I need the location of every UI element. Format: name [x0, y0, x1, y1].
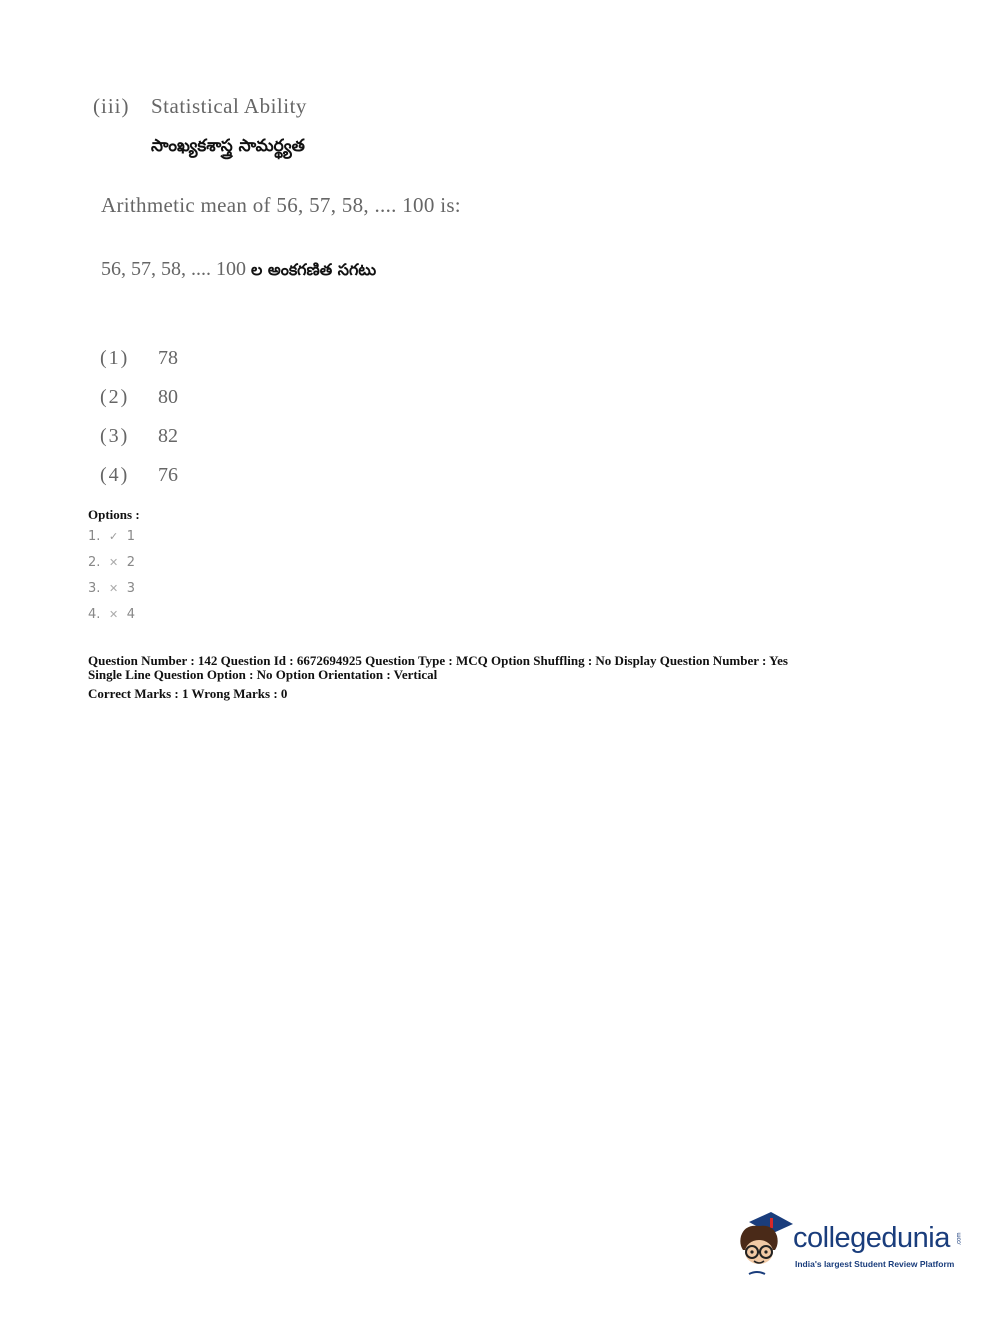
logo-wordmark: collegedunia [793, 1222, 950, 1254]
choice-3 [100, 425, 178, 448]
option-index: 2. [88, 555, 101, 570]
mascot-icon [735, 1210, 795, 1280]
options-heading: Options : [88, 507, 140, 522]
question-text-telugu [101, 258, 376, 283]
cross-icon: ✕ [108, 608, 119, 621]
choice-number: (3) [100, 425, 130, 447]
option-item-2 [88, 555, 135, 570]
choice-number: (2) [100, 386, 130, 408]
option-index: 3. [88, 581, 101, 596]
option-label: 2 [126, 555, 135, 570]
section-title-telugu: సాంఖ్యకశాస్త్ర సామర్థ్యత [151, 136, 305, 156]
logo-tagline: India's largest Student Review Platform [795, 1259, 955, 1269]
section-title: Statistical Ability [151, 94, 307, 118]
question-telugu-words: ల అంకగణిత సగటు [251, 260, 377, 279]
choice-4 [100, 464, 178, 487]
option-item-4 [88, 607, 135, 622]
cross-icon: ✕ [108, 556, 119, 569]
choice-value: 82 [158, 425, 178, 447]
option-label: 1 [126, 529, 135, 544]
section-number: (iii) [93, 94, 130, 118]
choice-2 [100, 386, 178, 409]
question-meta-line-3: Correct Marks : 1 Wrong Marks : 0 [88, 686, 288, 701]
option-index: 4. [88, 607, 101, 622]
option-item-3 [88, 581, 135, 596]
choice-number: (1) [100, 347, 130, 369]
logo-suffix: .com [956, 1232, 963, 1246]
option-label: 3 [126, 581, 135, 596]
cross-icon: ✕ [108, 582, 119, 595]
option-label: 4 [126, 607, 135, 622]
check-icon: ✓ [108, 530, 119, 543]
option-item-1 [88, 529, 135, 544]
question-telugu-numbers: 56, 57, 58, .... 100 [101, 258, 246, 280]
question-meta-line-1: Question Number : 142 Question Id : 6672694925 Question Type : MCQ Option Shuffling : No Display Question Number : Yes [88, 653, 788, 668]
option-index: 1. [88, 529, 101, 544]
choice-value: 80 [158, 386, 178, 408]
choice-1 [100, 347, 178, 370]
choice-value: 78 [158, 347, 178, 369]
question-text-english: Arithmetic mean of 56, 57, 58, .... 100 is: [101, 193, 461, 217]
question-meta-line-2: Single Line Question Option : No Option Orientation : Vertical [88, 667, 438, 682]
choice-value: 76 [158, 464, 178, 486]
collegedunia-logo [735, 1210, 965, 1280]
choice-number: (4) [100, 464, 130, 486]
